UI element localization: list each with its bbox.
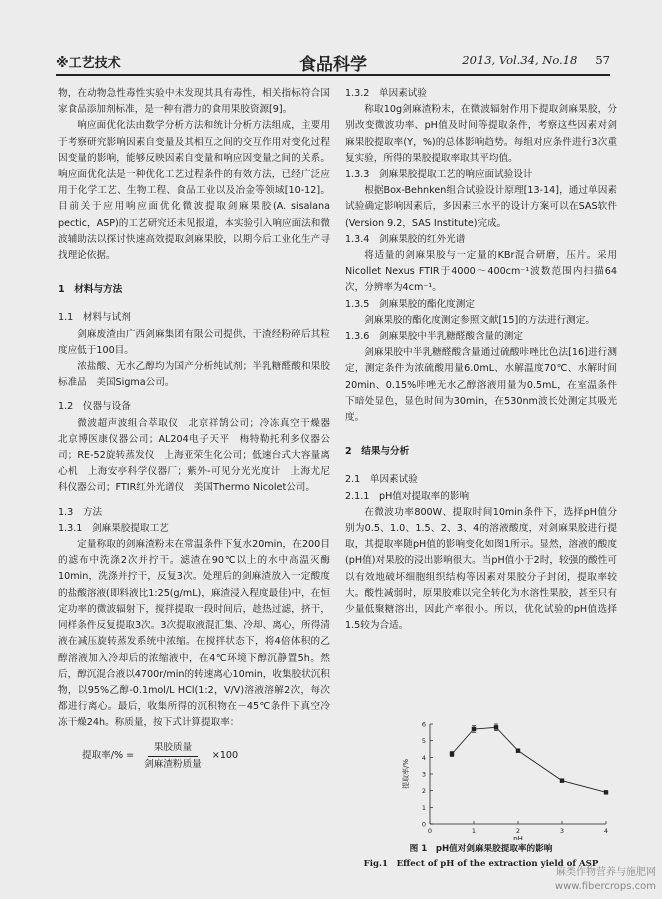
paragraph: 剑麻果胶中半乳糖醛酸含量通过硫酸咔唑比色法[16]进行测定，测定条件为浓硫酸用量6.0mL、水解温度70℃、水解时间20min、0.15%咔唑无水乙醇溶液用量为0.5mL，在室温条件下暗处显色，显色时间为30min，在530nm波长处测定其吸光度。: [345, 347, 617, 424]
data-point: [472, 727, 476, 731]
y-tick-label: 3: [421, 770, 426, 779]
data-point: [560, 778, 564, 782]
figure-caption-cn: 图 1 pH值对剑麻果胶提取率的影响: [409, 844, 553, 854]
yield-formula: [82, 740, 330, 773]
subsection-heading: 1.1 材料与试剂: [58, 312, 131, 324]
x-tick-label: 0: [427, 827, 433, 835]
formula-rhs: ×100: [211, 750, 239, 762]
subsubsection-heading: 1.3.1 剑麻果胶提取工艺: [58, 522, 169, 534]
figure-1: [380, 716, 616, 844]
y-tick-label: 1: [421, 803, 426, 812]
x-tick-label: 2: [515, 827, 521, 835]
subsubsection-heading: 2.1.1 pH值对提取率的影响: [345, 490, 470, 502]
subsubsection-heading: 1.3.6 剑麻果胶中半乳糖醛酸含量的测定: [345, 331, 523, 343]
subsubsection-heading: 1.3.3 剑麻果胶提取工艺的响应面试验设计: [345, 169, 533, 181]
section-heading: 2 结果与分析: [345, 446, 410, 458]
paragraph: 剑麻果胶的酯化度测定参照文献[15]的方法进行测定。: [364, 314, 595, 326]
x-tick-label: 3: [559, 827, 565, 835]
formula-denominator: 剑麻渣粉质量: [144, 758, 202, 770]
page-number: 57: [595, 53, 610, 67]
data-point: [494, 725, 498, 729]
data-point: [450, 752, 454, 756]
y-tick-label: 5: [421, 737, 426, 746]
y-tick-label: 2: [421, 787, 426, 796]
subsection-heading: 1.3 方法: [58, 506, 103, 518]
figure-caption-en: Fig.1 Effect of pH of the extraction yield of ASP: [363, 859, 599, 869]
issue-label: 2013, Vol.34, No.18: [462, 53, 578, 67]
journal-title: 食品科学: [299, 55, 367, 75]
watermark-line: 麻类作物营养与施肥网: [556, 867, 656, 878]
issue-info: [462, 53, 610, 67]
y-tick-label: 6: [421, 720, 426, 729]
formula-numerator: 果胶质量: [148, 740, 198, 757]
paragraph: 在微波功率800W、提取时间10min条件下，选择pH值分别为0.5、1.0、1.5、2、3、4的溶液酸度，对剑麻果胶进行提取，其提取率随pH值的影响变化如图1所示。显然，溶液的酸度(pH值)对果胶的浸出影响很大。当pH值小于2时，较强的酸性可以有效地破坏细胞组织结构等因素对果胶分子封闭，提取率较大。酸性减弱时，原果胶难以完全转化为水溶性果胶，甚至只有少量低聚糖溶出，因此产率很小。所以，优化试验的pH值选择1.5较为合适。: [345, 506, 617, 632]
subsection-heading: 1.2 仪器与设备: [58, 401, 131, 413]
left-column: [58, 86, 340, 773]
y-tick-label: 4: [421, 753, 426, 762]
paragraph: 微波超声波组合萃取仪 北京祥鹄公司；冷冻真空干燥器 北京博医康仪器公司；AL204电子天平 梅特勒托利多仪器公司；RE-52旋转蒸发仪 上海亚荣生化公司；低速台式大容量离心机 上海安亭科学仪器厂；紫外-可见分光光度计 上海尤尼科仪器公司；FTIR红外光谱仪 美国Thermo Nicolet公司。: [58, 417, 340, 494]
paragraph: 称取10g剑麻渣粉末，在微波辐射作用下提取剑麻果胶，分别改变微波功率、pH值及时间等提取条件，考察这些因素对剑麻果胶提取率(Y，%)的总体影响趋势。每组对应条件进行3次重复实验，所得的果胶提取率取其平均值。: [345, 104, 617, 164]
paragraph: 根据Box-Behnken组合试验设计原理[13-14]，通过单因素试验确定影响因素后，多因素三水平的设计方案可以在SAS软件(Version 9.2，SAS Institute)完成。: [345, 185, 617, 229]
x-axis-label: pH: [513, 835, 523, 840]
right-column: [345, 86, 617, 635]
y-axis-label: 提取率/%: [402, 758, 410, 790]
y-tick-label: 0: [421, 820, 426, 829]
data-point: [604, 790, 608, 794]
subsubsection-heading: 1.3.2 单因素试验: [345, 88, 427, 99]
paragraph: 将适量的剑麻果胶与一定量的KBr混合研磨，压片。采用Nicollet Nexus FTIR于4000～400cm⁻¹波数范围内扫描64次，分辨率为4cm⁻¹。: [345, 250, 617, 294]
section-label: ※工艺技术: [56, 56, 121, 71]
watermark: [555, 866, 656, 894]
section-heading: 1 材料与方法: [58, 284, 123, 296]
x-tick-label: 1: [471, 827, 477, 835]
data-point: [516, 748, 520, 752]
paragraph: 定量称取的剑麻渣粉末在常温条件下复水20min，在200目的滤布中洗涤2次并拧干。滤渣在90℃以上的水中高温灭酶10min，洗涤并拧干，反复3次。处理后的剑麻渣放入一定酸度的盐酸溶液(即料液比1:25(g/mL)，麻渣浸入程度最佳)中，在恒定功率的微波辐射下，搅拌提取一段时间后，趁热过滤，挤干，同样条件反复提取3次。3次提取液混汇集、冷却、离心，所得清液在减压旋转蒸发系统中浓缩。在搅拌状态下，将4倍体积的乙醇溶液加入冷却后的浓缩液中，在4℃环境下醇沉静置5h。然后，醇沉混合液以4700r/min的转速离心10min，收集胶状沉积物，以95%乙醇-0.1mol/L HCl(1:2，V/V)溶液溶解2次，每次都进行离心。最后，收集所得的沉积物在－45℃条件下真空冷冻干燥24h。称质量，按下式计算提取率：: [58, 539, 330, 729]
paragraph: 剑麻废渣由广西剑麻集团有限公司提供，干渣经粉碎后其粒度应低于100目。: [58, 328, 330, 356]
series-line: [452, 727, 606, 792]
paragraph: 响应面优化法由数学分析方法和统计分析方法组成，主要用于考察研究影响因素自变量及其相互之间的交互作用对变化过程因变量的影响，能够反映因素自变量和响应因变量之间的关系。响应面优化法是一种优化工艺过程条件的有效方法，已经广泛应用于化学工艺、生物工程、食品工业以及冶金等领域[10-12]。目前关于应用响应面优化微波提取剑麻果胶(A. sisalana pectic，ASP)的工艺研究还未见报道，本实验引入响应面法和微波辅助法以探讨快速高效提取剑麻果胶，以期今后工业化生产寻找理论依据。: [58, 120, 330, 262]
subsection-heading: 2.1 单因素试验: [345, 474, 418, 486]
page-header: [56, 50, 610, 76]
paragraph: 物，在动物急性毒性实验中未发现其具有毒性，相关指标符合国家食品添加剂标准，是一种有潜力的食用果胶资源[9]。: [58, 88, 330, 116]
ph-yield-chart: [380, 716, 616, 840]
x-tick-label: 4: [603, 827, 609, 835]
subsubsection-heading: 1.3.5 剑麻果胶的酯化度测定: [345, 298, 475, 310]
formula-fraction: [138, 740, 208, 773]
watermark-line: www.fibercrops.com: [554, 881, 656, 892]
formula-lhs: 提取率/% =: [82, 750, 135, 762]
paragraph: 浓盐酸、无水乙醇均为国产分析纯试剂；半乳糖醛酸和果胶标准品 美国Sigma公司。: [58, 361, 330, 389]
subsubsection-heading: 1.3.4 剑麻果胶的红外光谱: [345, 233, 466, 245]
